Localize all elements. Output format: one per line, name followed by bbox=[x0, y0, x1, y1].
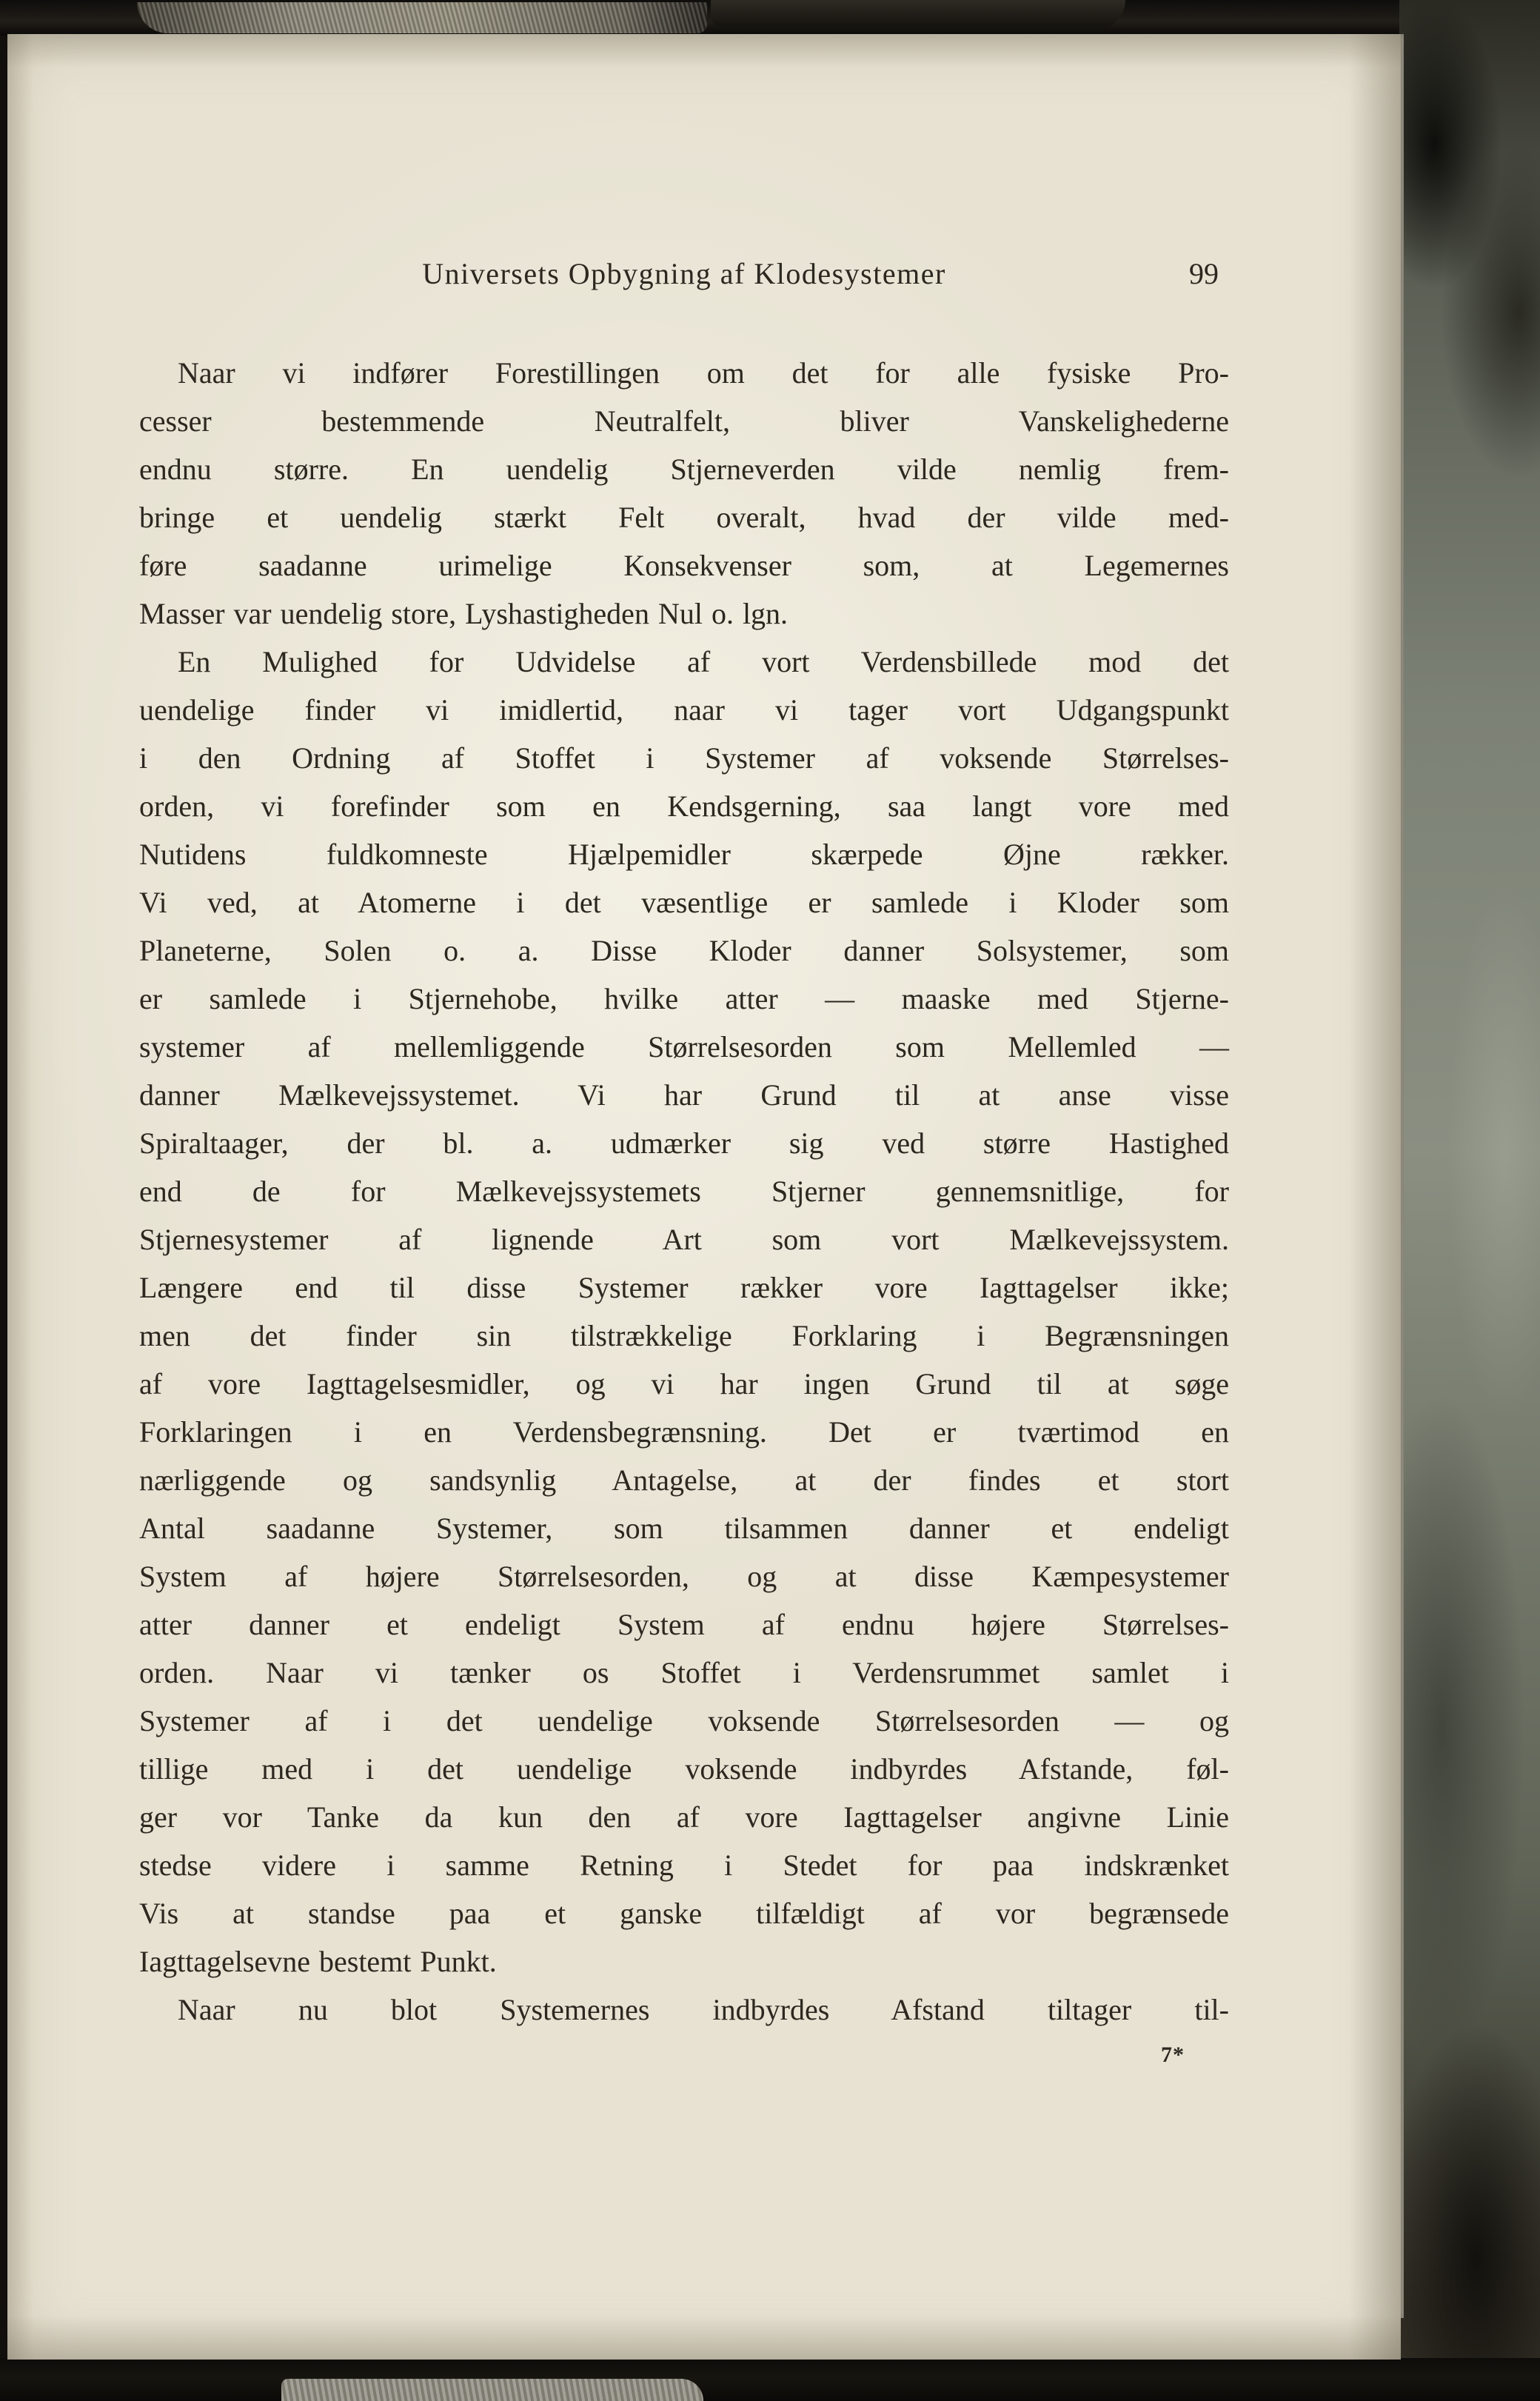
text-line: end de for Mælkevejssystemets Stjerner gennemsnitlige, for bbox=[139, 1175, 1229, 1208]
text-line: orden. Naar vi tænker os Stoffet i Verdensrummet samlet i bbox=[139, 1656, 1229, 1689]
text-line: Naar nu blot Systemernes indbyrdes Afstand tiltager til- bbox=[178, 1993, 1229, 2026]
text-line: Vis at standse paa et ganske tilfældigt af vor begrænsede bbox=[139, 1897, 1229, 1930]
page-number: 99 bbox=[1189, 257, 1219, 290]
page-header bbox=[139, 254, 1229, 294]
text-line: Vi ved, at Atomerne i det væsentlige er samlede i Kloder som bbox=[139, 886, 1229, 919]
book-page bbox=[7, 34, 1401, 2360]
paragraph bbox=[139, 1986, 1229, 2034]
text-line: Spiraltaager, der bl. a. udmærker sig ved større Hastighed bbox=[139, 1126, 1229, 1160]
book-cover-bottom bbox=[0, 2358, 1540, 2401]
text-line: Planeterne, Solen o. a. Disse Kloder danner Solsystemer, som bbox=[139, 934, 1229, 967]
text-line: i den Ordning af Stoffet i Systemer af voksende Størrelses- bbox=[139, 741, 1229, 775]
text-line: bringe et uendelig stærkt Felt overalt, hvad der vilde med- bbox=[139, 501, 1229, 534]
text-line: orden, vi forefinder som en Kendsgerning, saa langt vore med bbox=[139, 789, 1229, 823]
book-cover-bottom-fabric bbox=[281, 2379, 703, 2401]
text-line: Nutidens fuldkomneste Hjælpemidler skærpede Øjne rækker. bbox=[139, 838, 1229, 871]
text-line: af vore Iagttagelsesmidler, og vi har ingen Grund til at søge bbox=[139, 1367, 1229, 1400]
book-cover-top-fabric bbox=[137, 2, 707, 33]
text-line: Iagttagelsevne bestemt Punkt. bbox=[139, 1945, 497, 1978]
text-line: ger vor Tanke da kun den af vore Iagttagelser angivne Linie bbox=[139, 1800, 1229, 1834]
text-line: endnu større. En uendelig Stjerneverden vilde nemlig frem- bbox=[139, 453, 1229, 486]
text-line: Stjernesystemer af lignende Art som vort Mælkevejssystem. bbox=[139, 1223, 1229, 1256]
book-cover-right bbox=[1399, 0, 1540, 2401]
text-line: En Mulighed for Udvidelse af vort Verdensbillede mod det bbox=[178, 645, 1229, 678]
footer-signature: 7* bbox=[1161, 2043, 1185, 2067]
paragraph bbox=[139, 638, 1229, 1986]
text-line: danner Mælkevejssystemet. Vi har Grund til at anse visse bbox=[139, 1078, 1229, 1112]
text-line: føre saadanne urimelige Konsekvenser som, at Legemernes bbox=[139, 549, 1229, 582]
text-line: uendelige finder vi imidlertid, naar vi tager vort Udgangspunkt bbox=[139, 693, 1229, 727]
book-cover-top-blotch bbox=[711, 0, 1125, 30]
text-line: Masser var uendelig store, Lyshastigheden Nul o. lgn. bbox=[139, 597, 789, 630]
text-line: tillige med i det uendelige voksende indbyrdes Afstande, føl- bbox=[139, 1752, 1229, 1786]
running-title: Universets Opbygning af Klodesystemer bbox=[422, 257, 946, 290]
text-line: System af højere Størrelsesorden, og at disse Kæmpesystemer bbox=[139, 1560, 1229, 1593]
text-line: systemer af mellemliggende Størrelsesorden som Mellemled — bbox=[139, 1030, 1229, 1063]
paragraph bbox=[139, 349, 1229, 638]
text-line: nærliggende og sandsynlig Antagelse, at der findes et stort bbox=[139, 1463, 1229, 1497]
page-body bbox=[139, 349, 1229, 2034]
text-line: Naar vi indfører Forestillingen om det for alle fysiske Pro- bbox=[178, 356, 1229, 390]
text-line: Systemer af i det uendelige voksende Størrelsesorden — og bbox=[139, 1704, 1229, 1737]
text-line: Antal saadanne Systemer, som tilsammen danner et endeligt bbox=[139, 1512, 1229, 1545]
text-line: cesser bestemmende Neutralfelt, bliver Vanskelighederne bbox=[139, 404, 1229, 438]
text-line: atter danner et endeligt System af endnu højere Størrelses- bbox=[139, 1608, 1229, 1641]
text-line: stedse videre i samme Retning i Stedet for paa indskrænket bbox=[139, 1849, 1229, 1882]
text-line: er samlede i Stjernehobe, hvilke atter — maaske med Stjerne- bbox=[139, 982, 1229, 1015]
text-line: men det finder sin tilstrækkelige Forklaring i Begrænsningen bbox=[139, 1319, 1229, 1352]
text-line: Længere end til disse Systemer rækker vore Iagttagelser ikke; bbox=[139, 1271, 1229, 1304]
text-line: Forklaringen i en Verdensbegrænsning. Det er tværtimod en bbox=[139, 1415, 1229, 1449]
